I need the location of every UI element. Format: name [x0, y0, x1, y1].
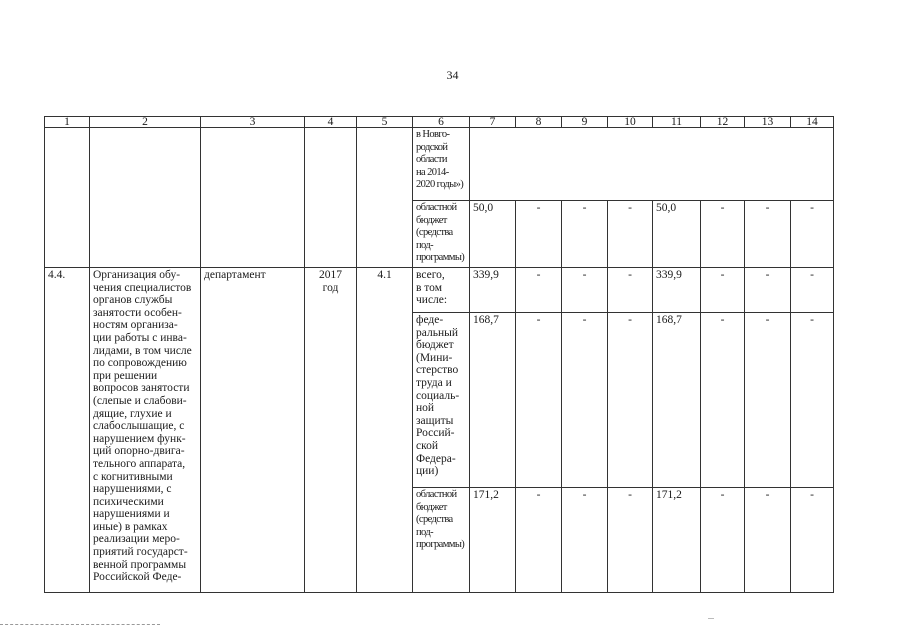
header-cell: 1: [45, 117, 90, 128]
cell-funding-source: феде- ральный бюджет (Мини- стерство труда и социаль- ной защиты Россий- ской Федера- ции): [413, 313, 470, 488]
cell-value: -: [745, 313, 791, 488]
cell-value: -: [608, 488, 653, 593]
cell-executor: [201, 128, 305, 268]
cell-executor: департамент: [201, 268, 305, 593]
cell-value: -: [516, 201, 562, 268]
cell-value: -: [562, 313, 608, 488]
cell-term: [305, 128, 357, 268]
header-cell: 8: [516, 117, 562, 128]
cell-value: 171,2: [470, 488, 516, 593]
cell-activity: [90, 128, 201, 268]
cell-value: -: [516, 488, 562, 593]
cell-value: 339,9: [470, 268, 516, 313]
cell-value: -: [516, 313, 562, 488]
table-row: [45, 128, 834, 201]
cell-activity: Организация обу- чения специалистов органов службы занятости особен- ностям организа- ции работы с инва- лидами, в том числе по сопровождению при решении вопросов занятости (слепые и слабови- дящие, глухие и слабослышащие, с нарушением функ- ций опорно-двига- тельного аппарата, с когнитивными нарушениями, с психическими нарушениями и иные) в рамках реализации меро- приятий государст- венной программы Российской Феде-: [90, 268, 201, 593]
cell-value: -: [791, 201, 834, 268]
page-number: 34: [446, 68, 459, 82]
cell-value: -: [745, 201, 791, 268]
cell-funding-source: в Новго- родской области на 2014- 2020 годы»): [413, 128, 470, 201]
cell-number: [45, 128, 90, 268]
header-cell: 3: [201, 117, 305, 128]
cell-target: [357, 128, 413, 268]
cell-value: -: [701, 488, 745, 593]
cell-value: -: [562, 268, 608, 313]
cell-target: 4.1: [357, 268, 413, 593]
header-cell: 11: [653, 117, 701, 128]
header-cell: 12: [701, 117, 745, 128]
header-cell: 5: [357, 117, 413, 128]
cell-funding-source: областной бюджет (средства под- программы): [413, 488, 470, 593]
cell-value: -: [701, 268, 745, 313]
cell-value: -: [701, 313, 745, 488]
cell-value: 168,7: [470, 313, 516, 488]
budget-table: [44, 116, 834, 593]
header-cell: 13: [745, 117, 791, 128]
cell-value: -: [608, 268, 653, 313]
cell-value: 50,0: [653, 201, 701, 268]
cell-term: 2017 год: [305, 268, 357, 593]
cell-value: -: [791, 268, 834, 313]
header-cell: 9: [562, 117, 608, 128]
cell-number: 4.4.: [45, 268, 90, 593]
cell-value: -: [562, 201, 608, 268]
cell-value: 339,9: [653, 268, 701, 313]
header-cell: 6: [413, 117, 470, 128]
scan-artifact: [0, 624, 160, 626]
cell-value: 171,2: [653, 488, 701, 593]
cell-value: -: [791, 313, 834, 488]
cell-value: -: [562, 488, 608, 593]
cell-empty-values: [470, 128, 834, 201]
header-cell: 4: [305, 117, 357, 128]
cell-value: 168,7: [653, 313, 701, 488]
cell-value: -: [516, 268, 562, 313]
header-row: [45, 117, 834, 128]
cell-value: -: [745, 268, 791, 313]
cell-value: -: [608, 313, 653, 488]
cell-value: -: [701, 201, 745, 268]
table-row: [45, 268, 834, 313]
header-cell: 10: [608, 117, 653, 128]
header-cell: 2: [90, 117, 201, 128]
cell-funding-source: областной бюджет (средства под- программы): [413, 201, 470, 268]
cell-funding-source: всего, в том числе:: [413, 268, 470, 313]
cell-value: -: [791, 488, 834, 593]
scan-artifact: [708, 618, 714, 619]
cell-value: 50,0: [470, 201, 516, 268]
cell-value: -: [608, 201, 653, 268]
cell-value: -: [745, 488, 791, 593]
header-cell: 7: [470, 117, 516, 128]
header-cell: 14: [791, 117, 834, 128]
